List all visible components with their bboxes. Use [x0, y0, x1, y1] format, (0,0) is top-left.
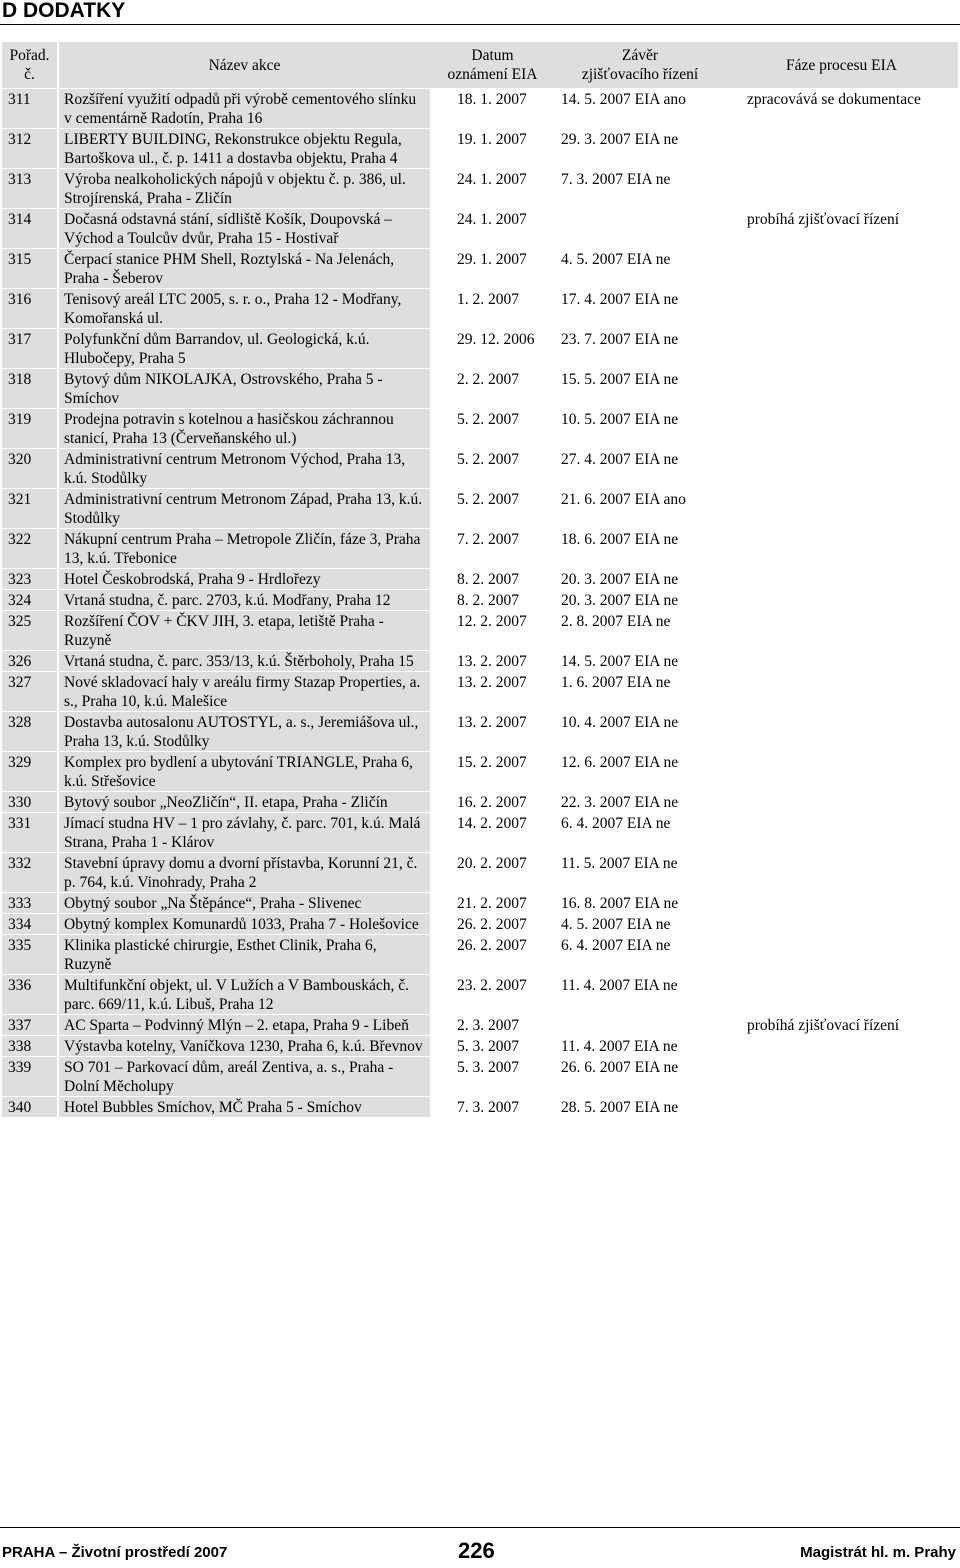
cell-order-number: 326 — [2, 651, 58, 672]
table-row — [2, 1036, 958, 1057]
cell-phase — [725, 651, 958, 672]
cell-phase — [725, 1057, 958, 1097]
col-header-no-text: Pořad. č. — [9, 47, 50, 83]
cell-conclusion: 23. 7. 2007 EIA ne — [561, 331, 679, 348]
cell-project-name: Bytový soubor „NeoZličín“, II. etapa, Praha - Zličín — [58, 792, 430, 813]
cell-conclusion: 29. 3. 2007 EIA ne — [561, 131, 679, 148]
cell-notification-date: 18. 1. 2007 — [457, 91, 527, 108]
cell-project-name: AC Sparta – Podvinný Mlýn – 2. etapa, Praha 9 - Libeň — [58, 1015, 430, 1036]
cell-project-name: Nové skladovací haly v areálu firmy Stazap Properties, a. s., Praha 10, k.ú. Malešice — [58, 672, 430, 712]
cell-order-number: 312 — [2, 129, 58, 169]
table-row — [2, 813, 958, 853]
section-heading: D DODATKY — [2, 0, 126, 22]
table-row — [2, 409, 958, 449]
cell-phase — [725, 1036, 958, 1057]
cell-phase — [725, 569, 958, 590]
cell-notification-date: 1. 2. 2007 — [457, 291, 519, 308]
table-row — [2, 1057, 958, 1097]
cell-notification-date: 15. 2. 2007 — [457, 754, 527, 771]
cell-order-number: 314 — [2, 209, 58, 249]
cell-project-name: Administrativní centrum Metronom Východ, Praha 13, k.ú. Stodůlky — [58, 449, 430, 489]
cell-notification-date: 26. 2. 2007 — [457, 937, 527, 954]
col-header-date-text: Datum oznámení EIA — [447, 47, 538, 83]
table-row — [2, 611, 958, 651]
cell-order-number: 328 — [2, 712, 58, 752]
cell-phase — [725, 893, 958, 914]
cell-conclusion: 10. 5. 2007 EIA ne — [561, 411, 679, 428]
cell-order-number: 317 — [2, 329, 58, 369]
cell-phase — [725, 590, 958, 611]
cell-notification-date: 29. 12. 2006 — [457, 331, 535, 348]
cell-notification-date: 23. 2. 2007 — [457, 977, 527, 994]
cell-phase: probíhá zjišťovací řízení — [747, 1017, 900, 1034]
cell-notification-date: 5. 2. 2007 — [457, 411, 519, 428]
cell-order-number: 327 — [2, 672, 58, 712]
cell-phase — [725, 489, 958, 529]
cell-order-number: 330 — [2, 792, 58, 813]
cell-order-number: 324 — [2, 590, 58, 611]
cell-order-number: 339 — [2, 1057, 58, 1097]
cell-phase — [725, 672, 958, 712]
table-row — [2, 792, 958, 813]
cell-notification-date: 24. 1. 2007 — [457, 171, 527, 188]
cell-order-number: 325 — [2, 611, 58, 651]
cell-conclusion: 6. 4. 2007 EIA ne — [561, 815, 671, 832]
cell-conclusion: 14. 5. 2007 EIA ano — [561, 91, 686, 108]
cell-notification-date: 19. 1. 2007 — [457, 131, 527, 148]
table-row — [2, 853, 958, 893]
table-row — [2, 249, 958, 289]
cell-conclusion: 10. 4. 2007 EIA ne — [561, 714, 679, 731]
table-row — [2, 1015, 958, 1036]
table-row — [2, 1097, 958, 1118]
cell-notification-date: 24. 1. 2007 — [457, 211, 527, 228]
cell-conclusion: 21. 6. 2007 EIA ano — [561, 491, 686, 508]
cell-notification-date: 16. 2. 2007 — [457, 794, 527, 811]
cell-project-name: Komplex pro bydlení a ubytování TRIANGLE, Praha 6, k.ú. Střešovice — [58, 752, 430, 792]
cell-conclusion: 26. 6. 2007 EIA ne — [561, 1059, 679, 1076]
cell-notification-date: 8. 2. 2007 — [457, 571, 519, 588]
cell-project-name: Dočasná odstavná stání, sídliště Košík, Doupovská – Východ a Toulcův dvůr, Praha 15 - Hostivař — [58, 209, 430, 249]
cell-notification-date: 21. 2. 2007 — [457, 895, 527, 912]
cell-project-name: Výstavba kotelny, Vaníčkova 1230, Praha 6, k.ú. Břevnov — [58, 1036, 430, 1057]
table-row — [2, 449, 958, 489]
col-header-name — [58, 42, 430, 89]
cell-order-number: 318 — [2, 369, 58, 409]
cell-conclusion: 11. 5. 2007 EIA ne — [561, 855, 678, 872]
cell-order-number: 323 — [2, 569, 58, 590]
cell-project-name: Nákupní centrum Praha – Metropole Zličín, fáze 3, Praha 13, k.ú. Třebonice — [58, 529, 430, 569]
eia-table — [2, 42, 958, 1117]
cell-project-name: Tenisový areál LTC 2005, s. r. o., Praha 12 - Modřany, Komořanská ul. — [58, 289, 430, 329]
cell-order-number: 313 — [2, 169, 58, 209]
cell-order-number: 338 — [2, 1036, 58, 1057]
cell-project-name: Hotel Českobrodská, Praha 9 - Hrdlořezy — [58, 569, 430, 590]
cell-conclusion: 7. 3. 2007 EIA ne — [561, 171, 671, 188]
cell-order-number: 320 — [2, 449, 58, 489]
cell-project-name: Obytný soubor „Na Štěpánce“, Praha - Slivenec — [58, 893, 430, 914]
cell-project-name: Dostavba autosalonu AUTOSTYL, a. s., Jeremiášova ul., Praha 13, k.ú. Stodůlky — [58, 712, 430, 752]
cell-phase — [725, 792, 958, 813]
cell-phase — [725, 529, 958, 569]
table-row — [2, 672, 958, 712]
table-row — [2, 590, 958, 611]
cell-notification-date: 5. 3. 2007 — [457, 1038, 519, 1055]
cell-conclusion: 20. 3. 2007 EIA ne — [561, 592, 679, 609]
table-row — [2, 752, 958, 792]
cell-notification-date: 7. 2. 2007 — [457, 531, 519, 548]
cell-conclusion: 27. 4. 2007 EIA ne — [561, 451, 679, 468]
cell-phase — [725, 289, 958, 329]
cell-project-name: SO 701 – Parkovací dům, areál Zentiva, a. s., Praha - Dolní Měcholupy — [58, 1057, 430, 1097]
col-header-phase-text: Fáze procesu EIA — [785, 56, 898, 74]
cell-conclusion: 15. 5. 2007 EIA ne — [561, 371, 679, 388]
cell-notification-date: 2. 3. 2007 — [457, 1017, 519, 1034]
cell-conclusion: 11. 4. 2007 EIA ne — [561, 1038, 678, 1055]
cell-conclusion: 4. 5. 2007 EIA ne — [561, 916, 671, 933]
cell-order-number: 336 — [2, 975, 58, 1015]
cell-order-number: 329 — [2, 752, 58, 792]
cell-order-number: 315 — [2, 249, 58, 289]
cell-order-number: 319 — [2, 409, 58, 449]
col-header-date — [430, 42, 555, 89]
cell-phase — [725, 409, 958, 449]
table-row — [2, 712, 958, 752]
cell-phase — [725, 449, 958, 489]
cell-phase — [725, 129, 958, 169]
cell-conclusion: 4. 5. 2007 EIA ne — [561, 251, 671, 268]
cell-conclusion: 17. 4. 2007 EIA ne — [561, 291, 679, 308]
cell-project-name: Vrtaná studna, č. parc. 2703, k.ú. Modřany, Praha 12 — [58, 590, 430, 611]
table-row — [2, 569, 958, 590]
cell-order-number: 316 — [2, 289, 58, 329]
table-row — [2, 209, 958, 249]
table-row — [2, 975, 958, 1015]
cell-order-number: 321 — [2, 489, 58, 529]
cell-conclusion: 28. 5. 2007 EIA ne — [561, 1099, 679, 1116]
cell-order-number: 311 — [2, 89, 58, 129]
cell-project-name: Čerpací stanice PHM Shell, Roztylská - Na Jelenách, Praha - Šeberov — [58, 249, 430, 289]
col-header-conclusion-text: Závěr zjišťovacího řízení — [581, 47, 699, 83]
cell-order-number: 333 — [2, 893, 58, 914]
cell-notification-date: 29. 1. 2007 — [457, 251, 527, 268]
cell-phase: zpracovává se dokumentace — [747, 91, 921, 108]
cell-project-name: Multifunkční objekt, ul. V Lužích a V Bambouskách, č. parc. 669/11, k.ú. Libuš, Praha 12 — [58, 975, 430, 1015]
cell-project-name: Hotel Bubbles Smíchov, MČ Praha 5 - Smíchov — [58, 1097, 430, 1118]
cell-order-number: 331 — [2, 813, 58, 853]
cell-order-number: 335 — [2, 935, 58, 975]
cell-notification-date: 13. 2. 2007 — [457, 653, 527, 670]
cell-notification-date: 2. 2. 2007 — [457, 371, 519, 388]
cell-conclusion: 11. 4. 2007 EIA ne — [561, 977, 678, 994]
table-row — [2, 369, 958, 409]
cell-conclusion: 1. 6. 2007 EIA ne — [561, 674, 671, 691]
cell-notification-date: 20. 2. 2007 — [457, 855, 527, 872]
cell-phase — [725, 914, 958, 935]
cell-conclusion: 18. 6. 2007 EIA ne — [561, 531, 679, 548]
cell-conclusion — [555, 1015, 725, 1036]
cell-notification-date: 13. 2. 2007 — [457, 674, 527, 691]
table-body — [2, 89, 958, 1118]
cell-conclusion: 22. 3. 2007 EIA ne — [561, 794, 679, 811]
page-number: 226 — [458, 1538, 495, 1563]
col-header-no — [2, 42, 58, 89]
cell-project-name: Vrtaná studna, č. parc. 353/13, k.ú. Štěrboholy, Praha 15 — [58, 651, 430, 672]
cell-phase — [725, 169, 958, 209]
cell-phase — [725, 975, 958, 1015]
cell-conclusion: 6. 4. 2007 EIA ne — [561, 937, 671, 954]
cell-project-name: Rozšíření využití odpadů při výrobě cementového slínku v cementárně Radotín, Praha 16 — [58, 89, 430, 129]
cell-notification-date: 5. 2. 2007 — [457, 451, 519, 468]
cell-notification-date: 5. 3. 2007 — [457, 1059, 519, 1076]
cell-phase — [725, 813, 958, 853]
cell-notification-date: 5. 2. 2007 — [457, 491, 519, 508]
cell-project-name: Stavební úpravy domu a dvorní přístavba, Korunní 21, č. p. 764, k.ú. Vinohrady, Praha 2 — [58, 853, 430, 893]
cell-phase — [725, 712, 958, 752]
cell-project-name: Bytový dům NIKOLAJKA, Ostrovského, Praha 5 - Smíchov — [58, 369, 430, 409]
cell-order-number: 322 — [2, 529, 58, 569]
cell-notification-date: 14. 2. 2007 — [457, 815, 527, 832]
cell-conclusion: 20. 3. 2007 EIA ne — [561, 571, 679, 588]
table-header-row — [2, 42, 958, 89]
table-row — [2, 893, 958, 914]
table-row — [2, 651, 958, 672]
cell-notification-date: 26. 2. 2007 — [457, 916, 527, 933]
col-header-conclusion — [555, 42, 725, 89]
cell-project-name: Rozšíření ČOV + ČKV JIH, 3. etapa, letiště Praha - Ruzyně — [58, 611, 430, 651]
footer-publication: PRAHA – Životní prostředí 2007 — [2, 1544, 228, 1561]
table-row — [2, 529, 958, 569]
cell-phase — [725, 249, 958, 289]
col-header-phase — [725, 42, 958, 89]
page-footer — [2, 1538, 958, 1564]
cell-phase — [725, 935, 958, 975]
cell-project-name: Jímací studna HV – 1 pro závlahy, č. parc. 701, k.ú. Malá Strana, Praha 1 - Klárov — [58, 813, 430, 853]
table-row — [2, 129, 958, 169]
footer-rule — [0, 1527, 960, 1528]
col-header-name-text: Název akce — [208, 56, 281, 74]
cell-order-number: 332 — [2, 853, 58, 893]
cell-project-name: Prodejna potravin s kotelnou a hasičskou záchrannou stanicí, Praha 13 (Červeňanského ul.) — [58, 409, 430, 449]
cell-conclusion: 16. 8. 2007 EIA ne — [561, 895, 679, 912]
cell-phase — [725, 752, 958, 792]
table-row — [2, 935, 958, 975]
cell-notification-date: 8. 2. 2007 — [457, 592, 519, 609]
cell-order-number: 340 — [2, 1097, 58, 1118]
cell-project-name: Výroba nealkoholických nápojů v objektu č. p. 386, ul. Strojírenská, Praha - Zličín — [58, 169, 430, 209]
cell-order-number: 337 — [2, 1015, 58, 1036]
cell-phase — [725, 329, 958, 369]
cell-conclusion — [555, 209, 725, 249]
cell-project-name: Obytný komplex Komunardů 1033, Praha 7 - Holešovice — [58, 914, 430, 935]
cell-phase: probíhá zjišťovací řízení — [747, 211, 900, 228]
cell-phase — [725, 1097, 958, 1118]
cell-phase — [725, 853, 958, 893]
table-row — [2, 169, 958, 209]
cell-phase — [725, 369, 958, 409]
cell-order-number: 334 — [2, 914, 58, 935]
cell-project-name: Polyfunkční dům Barrandov, ul. Geologická, k.ú. Hlubočepy, Praha 5 — [58, 329, 430, 369]
footer-publisher: Magistrát hl. m. Prahy — [800, 1544, 956, 1561]
heading-rule — [0, 24, 960, 25]
cell-conclusion: 2. 8. 2007 EIA ne — [561, 613, 671, 630]
table-row — [2, 489, 958, 529]
cell-notification-date: 7. 3. 2007 — [457, 1099, 519, 1116]
table-row — [2, 89, 958, 129]
cell-notification-date: 12. 2. 2007 — [457, 613, 527, 630]
cell-project-name: Administrativní centrum Metronom Západ, Praha 13, k.ú. Stodůlky — [58, 489, 430, 529]
table-row — [2, 289, 958, 329]
cell-project-name: LIBERTY BUILDING, Rekonstrukce objektu Regula, Bartoškova ul., č. p. 1411 a dostavba objektu, Praha 4 — [58, 129, 430, 169]
cell-conclusion: 12. 6. 2007 EIA ne — [561, 754, 679, 771]
table-row — [2, 914, 958, 935]
table-row — [2, 329, 958, 369]
cell-phase — [725, 611, 958, 651]
cell-notification-date: 13. 2. 2007 — [457, 714, 527, 731]
cell-conclusion: 14. 5. 2007 EIA ne — [561, 653, 679, 670]
cell-project-name: Klinika plastické chirurgie, Esthet Clinik, Praha 6, Ruzyně — [58, 935, 430, 975]
